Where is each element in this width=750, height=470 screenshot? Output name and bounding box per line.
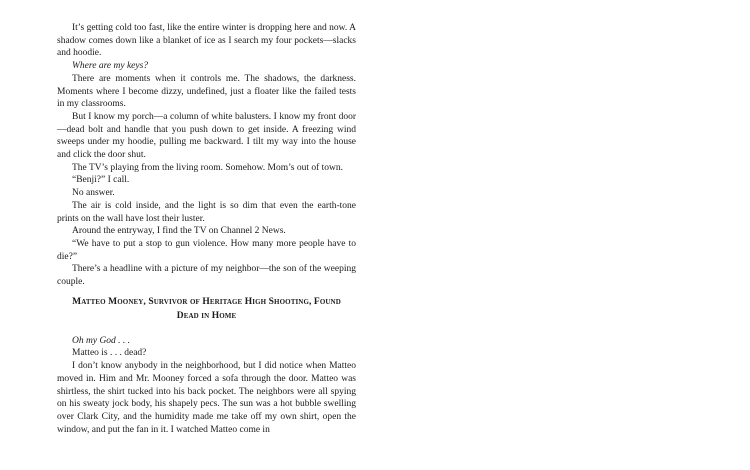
headline-line-1: Matteo Mooney, Survivor of Heritage High Shooting, Found [72, 296, 341, 307]
paragraph: But I know my porch—a column of white balusters. I know my front door—dead bolt and handle that you push down to get inside. A freezing wind sweeps under my hoodie, pulling me backward. I tilt my way into the house and click the door shut. [57, 111, 356, 161]
headline-line-2: Dead in Home [176, 310, 237, 321]
paragraph: Where are my keys? [72, 61, 149, 72]
paragraphs-after [57, 335, 356, 437]
text-column [57, 22, 356, 436]
paragraph: Oh my God . . . [72, 335, 131, 346]
paragraph: The TV’s playing from the living room. Somehow. Mom’s out of town. [72, 162, 343, 173]
paragraph: “Benji?” I call. [72, 175, 130, 186]
paragraph: It’s getting cold too fast, like the entire winter is dropping here and now. A shadow comes down like a blanket of ice as I search my four pockets—slacks and hoodie. [57, 23, 356, 59]
paragraph: There’s a headline with a picture of my neighbor—the son of the weeping couple. [57, 264, 356, 288]
paragraph: No answer. [72, 188, 115, 199]
paragraph: I don’t know anybody in the neighborhood, but I did notice when Matteo moved in. Him and Mr. Mooney forced a sofa through the door. Matteo was shirtless, the shirt tucked into his back pocket. The neighbors were all spying on his sweaty jock body, his shapely pecs. The sun was a hot bubble swelling over Clark City, and the humidity made me take off my own shirt, open the window, and put the fan in it. I watched Matteo come in [57, 361, 356, 435]
paragraph: Around the entryway, I find the TV on Channel 2 News. [72, 226, 286, 237]
paragraph: Matteo is . . . dead? [72, 348, 147, 359]
news-headline [57, 295, 356, 323]
paragraphs-before [57, 22, 356, 289]
paragraph: There are moments when it controls me. The shadows, the darkness. Moments where I become dizzy, undefined, just a floater like the failed tests in my classrooms. [57, 73, 356, 110]
paragraph: “We have to put a stop to gun violence. How many more people have to die?” [57, 238, 356, 262]
paragraph: The air is cold inside, and the light is so dim that even the earth-tone prints on the wall have lost their luster. [57, 200, 356, 224]
